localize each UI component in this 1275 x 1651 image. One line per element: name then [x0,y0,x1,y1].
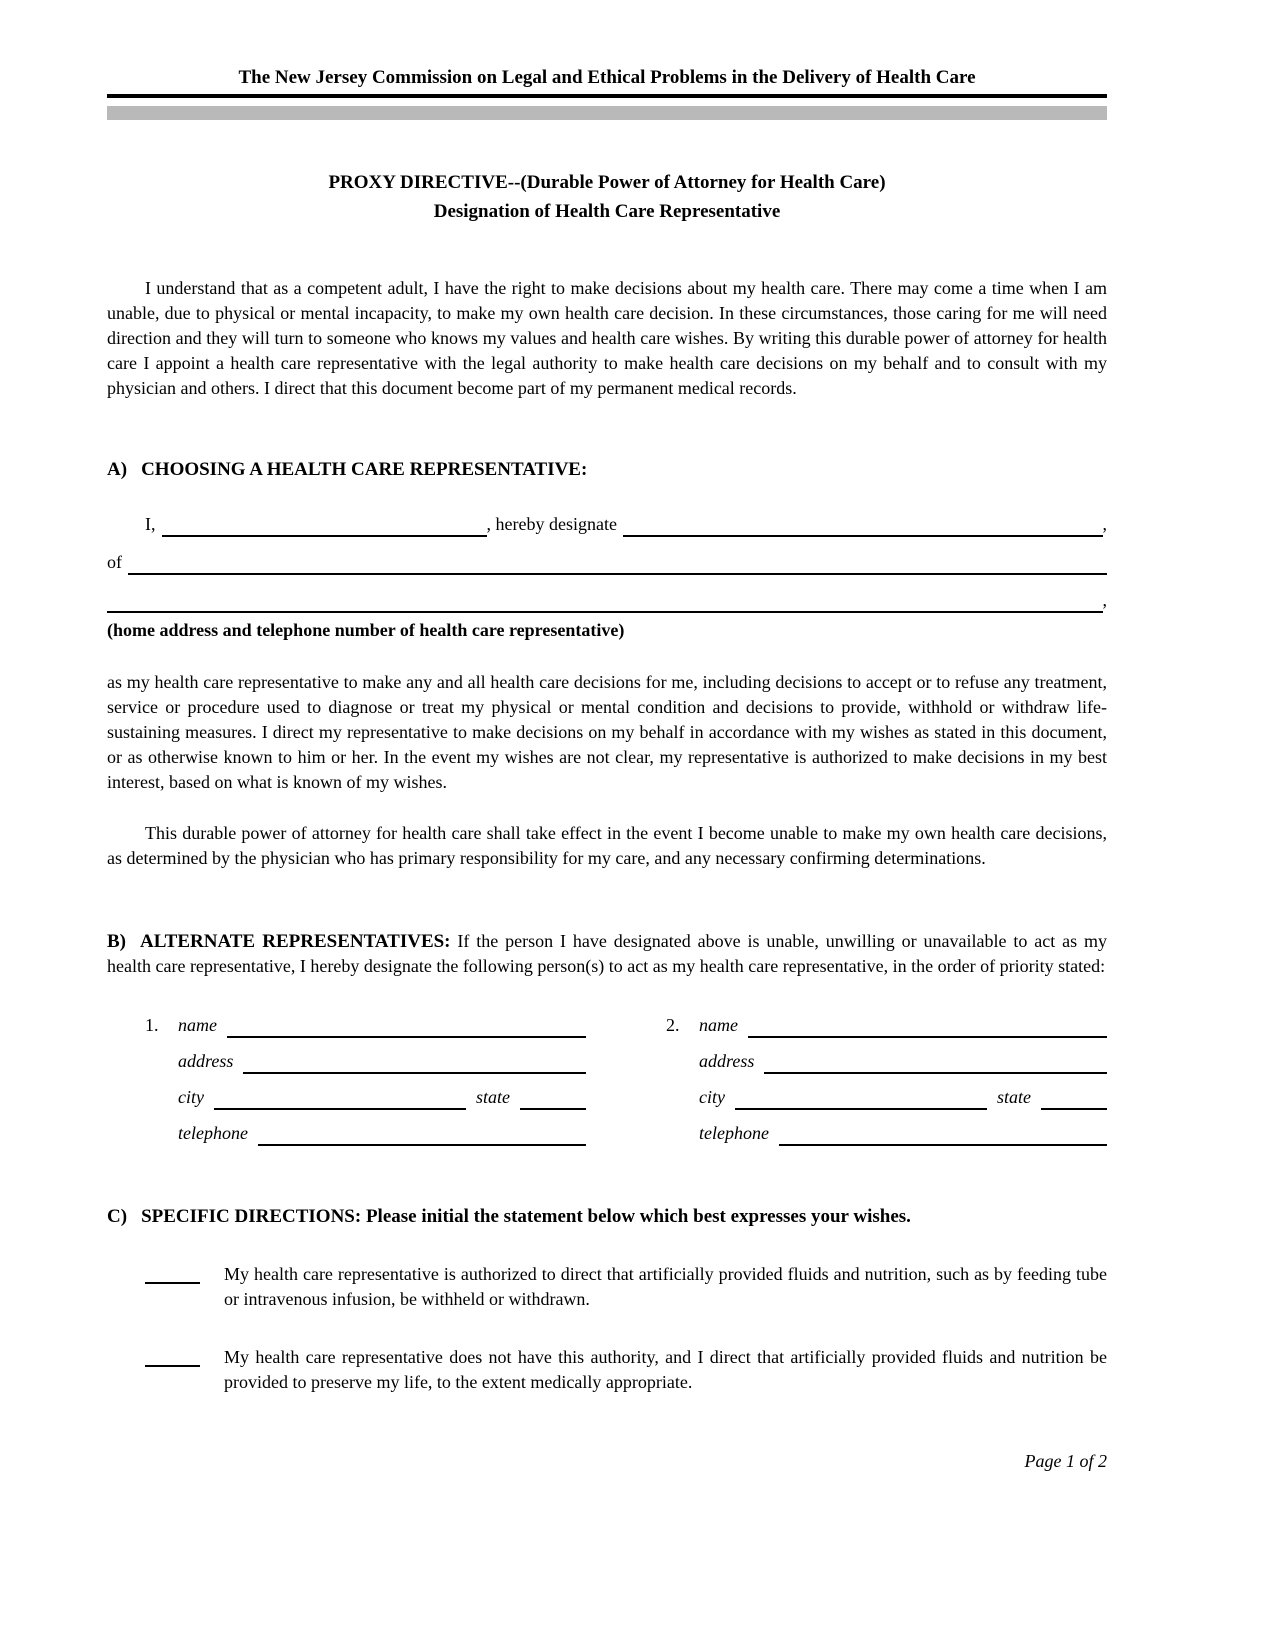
rep1-address-label: address [178,1051,234,1071]
rep2-name-label: name [699,1015,738,1035]
alternate-representatives-block [145,1013,1107,1146]
rep1-address-blank [243,1067,586,1074]
rep2-address-row [666,1049,1107,1074]
section-c-heading-rest: Please initial the statement below which best expresses your wishes. [365,1206,911,1227]
section-a-heading-text: CHOOSING A HEALTH CARE REPRESENTATIVE: [141,459,588,480]
rep1-name-label: name [178,1015,217,1035]
statement-1-initial-blank [145,1262,200,1284]
representative-name-blank [623,530,1103,537]
rep1-state-label: state [476,1087,510,1107]
section-c-heading [107,1204,1107,1229]
rep1-city-blank [214,1103,466,1110]
rep1-telephone-row [145,1121,586,1146]
designation-line-3 [107,588,1107,613]
statement-1 [145,1262,1107,1312]
rep1-state-blank [520,1103,586,1110]
line1-comma: , [1102,514,1107,534]
section-a-letter: A) [107,459,128,480]
statement-2 [145,1345,1107,1395]
section-c-heading-text: SPECIFIC DIRECTIONS: [141,1206,362,1227]
address-caption: (home address and telephone number of health care representative) [107,620,625,640]
rep2-state-label: state [997,1087,1031,1107]
designator-prefix: I, [145,514,156,534]
rep1-city-state-row [145,1085,586,1110]
rep1-address-row [145,1049,586,1074]
intro-paragraph: I understand that as a competent adult, I have the right to make decisions about my health care. There may come a time when I am unable, due to physical or mental incapacity, to make my own health care decision. In these circumstances, those caring for me will need direction and they will turn to someone who knows my values and health care wishes. By writing this durable power of attorney for health care I appoint a health care representative with the legal authority to make health care decisions on my behalf and to consult with my physician and others. I direct that this document become part of my permanent medical records. [107,278,1107,398]
commission-header: The New Jersey Commission on Legal and Ethical Problems in the Delivery of Health Care [238,67,976,88]
rep2-telephone-row [666,1121,1107,1146]
section-a-heading [107,457,1107,482]
designation-line-2 [107,550,1107,575]
of-text: of [107,552,122,572]
hereby-designate-text: , hereby designate [486,514,617,534]
section-b-heading-text: ALTERNATE REPRESENTATIVES: [140,931,451,952]
title-line-1: PROXY DIRECTIVE--(Durable Power of Attorney for Health Care) [328,172,886,193]
rep2-telephone-label: telephone [699,1123,769,1143]
section-b-paragraph [107,929,1107,979]
alternate-rep-1 [145,1013,586,1146]
document-title [107,168,1107,226]
representative-address-blank-1 [128,568,1107,575]
rep1-telephone-blank [258,1139,586,1146]
line3-comma: , [1102,590,1107,610]
rep2-name-row [666,1013,1107,1038]
representative-address-blank-2 [107,606,1103,613]
title-line-2: Designation of Health Care Representative [433,201,781,222]
section-b-letter: B) [107,931,126,952]
rep2-state-blank [1041,1103,1107,1110]
section-c-letter: C) [107,1206,128,1227]
rep2-city-state-row [666,1085,1107,1110]
rep2-number: 2. [666,1015,680,1035]
section-a-paragraph-2: This durable power of attorney for health care shall take effect in the event I become unable to make my own health care decisions, as determined by the physician who has primary responsibility for my care, and any necessary confirming determinations. [107,823,1107,868]
header-rule [107,94,1107,98]
section-b-intro-text: If the person I have designated above is unable, unwilling or unavailable to act as my health care representative, I hereby designate the following person(s) to act as my health care representative, in the order of priority stated: [107,931,1107,976]
rep1-telephone-label: telephone [178,1123,248,1143]
rep2-city-blank [735,1103,987,1110]
rep1-number: 1. [145,1015,159,1035]
rep2-city-label: city [699,1087,725,1107]
rep2-name-blank [748,1031,1107,1038]
statement-2-text: My health care representative does not have this authority, and I direct that artificially provided fluids and nutrition be provided to preserve my life, to the extent medically appropriate. [224,1347,1107,1392]
rep2-address-blank [764,1067,1107,1074]
alternate-rep-2 [666,1013,1107,1146]
rep2-address-label: address [699,1051,755,1071]
rep1-name-blank [227,1031,586,1038]
page-number: Page 1 of 2 [1024,1451,1107,1471]
statement-1-text: My health care representative is authorized to direct that artificially provided fluids and nutrition, such as by feeding tube or intravenous infusion, be withheld or withdrawn. [224,1264,1107,1309]
statement-2-initial-blank [145,1345,200,1367]
rep1-name-row [145,1013,586,1038]
rep1-city-label: city [178,1087,204,1107]
designation-line-1 [107,512,1107,537]
rep2-telephone-blank [779,1139,1107,1146]
gray-divider-bar [107,106,1107,120]
declarant-name-blank [162,530,487,537]
section-a-paragraph-1: as my health care representative to make any and all health care decisions for me, including decisions to accept or to refuse any treatment, service or procedure used to diagnose or treat my physical or mental condition and decisions to provide, withhold or withdraw life-sustaining measures. I direct my representative to make decisions on my behalf in accordance with my wishes as stated in this document, or as otherwise known to him or her. In the event my wishes are not clear, my representative is authorized to make decisions in my best interest, based on what is known of my wishes. [107,672,1107,792]
